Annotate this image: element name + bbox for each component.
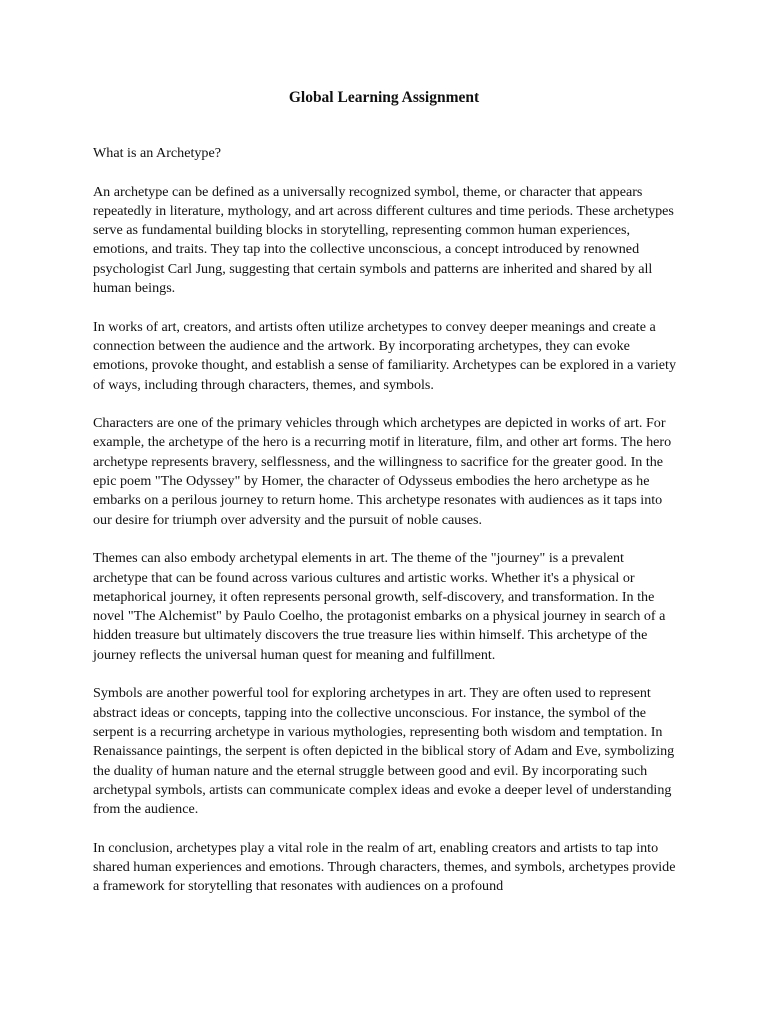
paragraph-themes: Themes can also embody archetypal elements in art. The theme of the "journey" is a prevalent archetype that can be found across various cultures and artistic works. Whether it's a physical or metaphorical journey, it often represents personal growth, self-discovery, and transformation. In the novel "The Alchemist" by Paulo Coelho, the protagonist embarks on a physical journey in search of a hidden treasure but ultimately discovers the true treasure lies within himself. This archetype of the journey reflects the universal human quest for meaning and fulfillment. [93,550,666,663]
paragraph-conclusion: In conclusion, archetypes play a vital role in the realm of art, enabling creators and artists to tap into shared human experiences and emotions. Through characters, themes, and symbols, archetypes provide a framework for storytelling that resonates with audiences on a profound [93,839,676,895]
paragraph-symbols: Symbols are another powerful tool for exploring archetypes in art. They are often used to represent abstract ideas or concepts, tapping into the collective unconscious. For instance, the symbol of the serpent is a recurring archetype in various mythologies, representing both wisdom and temptation. In Renaissance paintings, the serpent is often depicted in the biblical story of Adam and Eve, symbolizing the duality of human nature and the eternal struggle between good and evil. By incorporating such archetypal symbols, artists can communicate complex ideas and evoke a deeper level of understanding from the audience. [93,685,675,818]
paragraph-characters: Characters are one of the primary vehicles through which archetypes are depicted in works of art. For example, the archetype of the hero is a recurring motif in literature, film, and other art forms. The hero archetype represents bravery, selflessness, and the willingness to sacrifice for the greater good. In the epic poem "The Odyssey" by Homer, the character of Odysseus embodies the hero archetype as he embarks on a perilous journey to return home. This archetype resonates with audiences as it taps into our desire for triumph over adversity and the pursuit of noble causes. [93,415,672,528]
section-question: What is an Archetype? [93,145,221,161]
paragraph-works-of-art: In works of art, creators, and artists often utilize archetypes to convey deeper meanings and create a connection between the audience and the artwork. By incorporating archetypes, they can evoke emotions, provoke thought, and establish a sense of familiarity. Archetypes can be explored in a variety of ways, including through characters, themes, and symbols. [93,318,677,393]
paragraph-definition: An archetype can be defined as a universally recognized symbol, theme, or character that appears repeatedly in literature, mythology, and art across different cultures and time periods. These archetypes serve as fundamental building blocks in storytelling, representing common human experiences, emotions, and traits. They tap into the collective unconscious, a concept introduced by renowned psychologist Carl Jung, suggesting that certain symbols and patterns are inherited and shared by all human beings. [93,183,674,297]
document-title: Global Learning Assignment [288,89,480,106]
document-body [93,144,678,916]
